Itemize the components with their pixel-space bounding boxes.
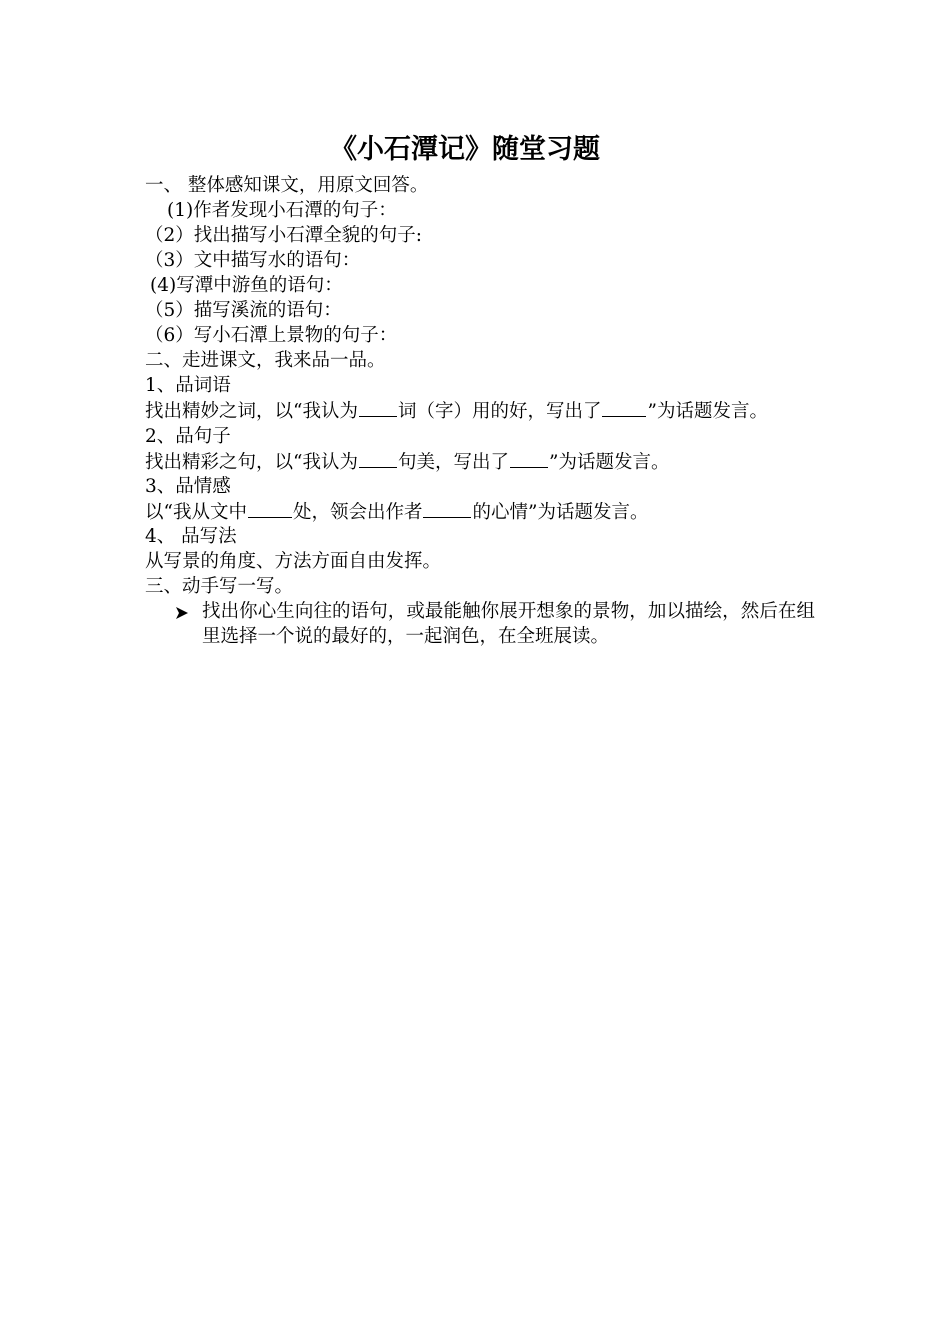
sub-1-text-c: ”为话题发言。 <box>647 401 768 422</box>
fill-blank <box>359 449 397 468</box>
sub-3-text-c: 的心情”为话题发言。 <box>472 502 649 523</box>
sub-3-text-a: 以“我从文中 <box>145 502 247 523</box>
sub-2-heading: 2、品句子 <box>145 426 231 447</box>
fill-blank <box>359 398 397 417</box>
section-1-heading: 一、 整体感知课文，用原文回答。 <box>145 175 429 196</box>
sub-1-text-a: 找出精妙之词，以“我认为 <box>145 401 358 422</box>
sub-4-text: 从写景的角度、方法方面自由发挥。 <box>145 551 442 572</box>
sub-2-prompt <box>145 449 815 474</box>
section-1-item-5: （5）描写溪流的语句： <box>145 300 342 321</box>
section-3-bullet-text: 找出你心生向往的语句，或最能触你展开想象的景物，加以描绘，然后在组里选择一个说的最好的，一起润色，在全班展读。 <box>202 601 815 647</box>
section-1-item-2: （2）找出描写小石潭全貌的句子: <box>145 225 423 246</box>
section-1-item-6: （6）写小石潭上景物的句子： <box>145 325 398 346</box>
fill-blank <box>423 499 471 518</box>
fill-blank <box>602 398 646 417</box>
section-3-bullet <box>145 599 815 649</box>
sub-3-prompt <box>145 499 815 524</box>
fill-blank <box>248 499 292 518</box>
page-title: 《小石潭记》随堂习题 <box>330 134 600 165</box>
document-body <box>145 173 815 649</box>
sub-1-prompt <box>145 398 815 424</box>
sub-4-heading: 4、 品写法 <box>145 526 237 547</box>
sub-1-heading: 1、品词语 <box>145 375 231 396</box>
section-1-item-3: （3）文中描写水的语句： <box>145 250 361 271</box>
section-1-item-1: (1)作者发现小石潭的句子： <box>167 200 397 221</box>
sub-3-heading: 3、品情感 <box>145 476 231 497</box>
sub-3-text-b: 处，领会出作者 <box>292 502 423 523</box>
section-2-heading: 二、走进课文，我来品一品。 <box>145 350 386 371</box>
section-1-item-4: (4)写潭中游鱼的语句： <box>150 275 343 296</box>
sub-2-text-a: 找出精彩之句，以“我认为 <box>145 452 358 473</box>
sub-1-text-b: 词（字）用的好，写出了 <box>397 401 602 422</box>
fill-blank <box>510 449 548 468</box>
sub-2-text-b: 句美，写出了 <box>397 452 509 473</box>
section-3-heading: 三、动手写一写。 <box>145 576 294 597</box>
arrow-bullet-icon <box>175 599 189 624</box>
sub-2-text-c: ”为话题发言。 <box>548 452 670 473</box>
